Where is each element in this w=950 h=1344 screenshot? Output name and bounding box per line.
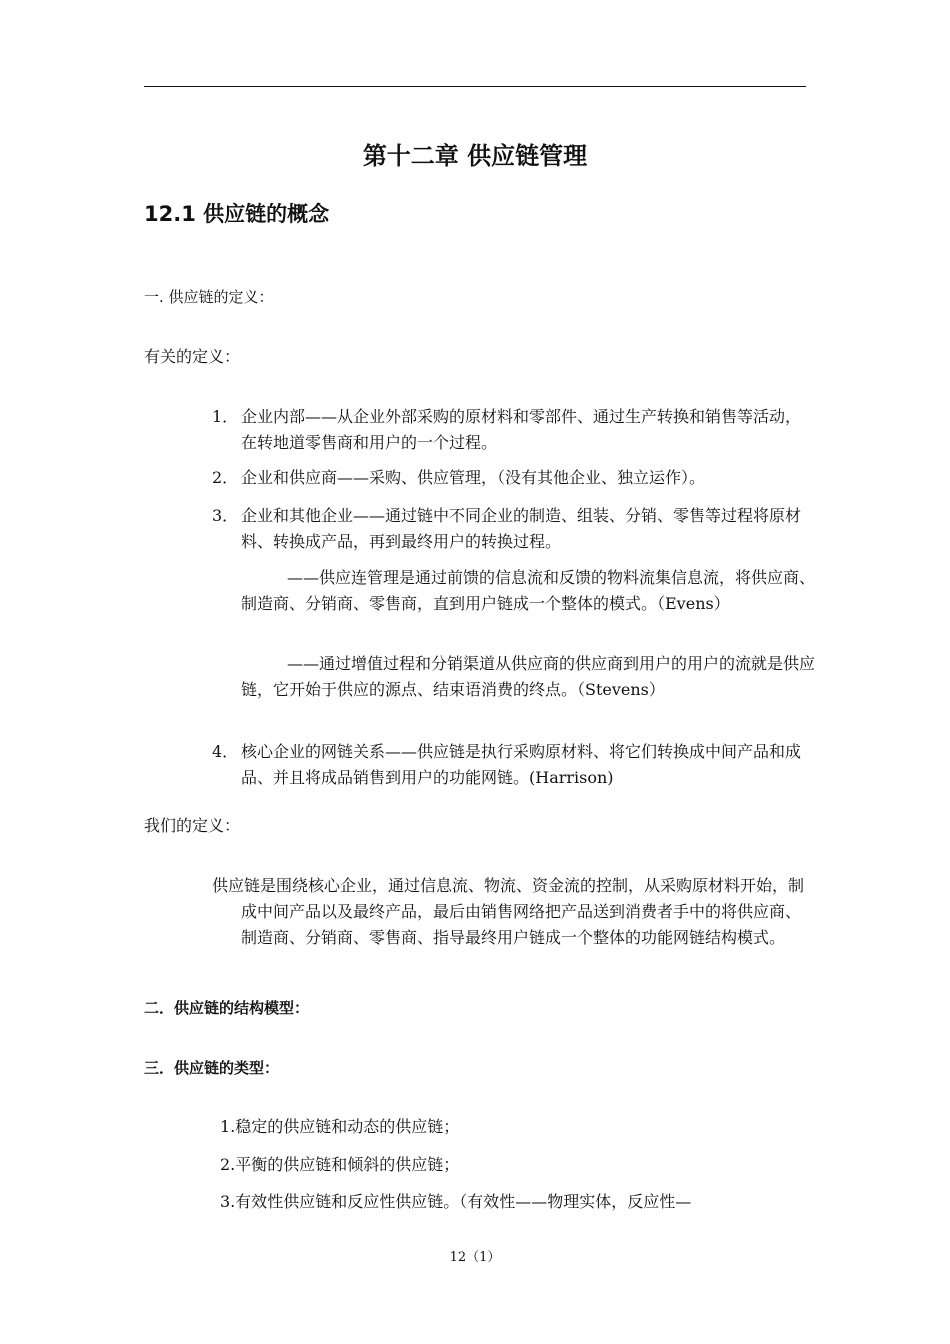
type-item: 3.有效性供应链和反应性供应链。（有效性——物理实体，反应性— — [220, 1192, 692, 1211]
structure-model-heading: 二．供应链的结构模型： — [144, 999, 310, 1017]
list-item-number: 4． — [212, 742, 239, 761]
list-item-number: 1． — [212, 407, 239, 426]
list-item — [212, 465, 808, 491]
definition-heading: 一. 供应链的定义： — [144, 288, 274, 306]
header-rule — [144, 86, 806, 87]
list-item-text: 企业内部——从企业外部采购的原材料和零部件、通过生产转换和销售等活动，在转地道零售商和用户的一个过程。 — [241, 407, 802, 452]
our-definition-label: 我们的定义： — [144, 816, 241, 835]
section-title: 12.1 供应链的概念 — [144, 202, 330, 226]
chapter-title: 第十二章 供应链管理 — [362, 142, 588, 170]
list-item-text: 核心企业的网链关系——供应链是执行采购原材料、将它们转换成中间产品和成品、并且将成品销售到用户的功能网链。(Harrison) — [241, 742, 802, 787]
list-item-number: 3． — [212, 506, 239, 525]
our-definition-text: 供应链是围绕核心企业，通过信息流、物流、资金流的控制，从采购原材料开始，制成中间产品以及最终产品，最后由销售网络把产品送到消费者手中的将供应商、制造商、分销商、零售商、指导最终用户链成一个整体的功能网链结构模式。 — [212, 876, 805, 947]
list-item-text: 企业和供应商——采购、供应管理，（没有其他企业、独立运作）。 — [241, 468, 706, 487]
list-item — [212, 503, 808, 555]
type-item: 2.平衡的供应链和倾斜的供应链； — [220, 1155, 460, 1174]
quoted-definition-stevens: ——通过增值过程和分销渠道从供应商的供应商到用户的用户的流就是供应链，它开始于供应的源点、结束语消费的终点。（Stevens） — [241, 654, 816, 699]
related-definitions-label: 有关的定义： — [144, 347, 241, 366]
page-number: 12（1） — [449, 1250, 501, 1265]
list-item — [212, 404, 808, 456]
type-item: 1.稳定的供应链和动态的供应链； — [220, 1117, 460, 1136]
list-item-number: 2． — [212, 468, 239, 487]
supply-chain-types-heading: 三．供应链的类型： — [144, 1059, 280, 1077]
list-item-text: 企业和其他企业——通过链中不同企业的制造、组装、分销、零售等过程将原材料、转换成产品，再到最终用户的转换过程。 — [241, 506, 802, 551]
quoted-definition-evens: ——供应连管理是通过前馈的信息流和反馈的物料流集信息流，将供应商、制造商、分销商、零售商，直到用户链成一个整体的模式。（Evens） — [241, 568, 816, 613]
list-item — [212, 739, 808, 791]
